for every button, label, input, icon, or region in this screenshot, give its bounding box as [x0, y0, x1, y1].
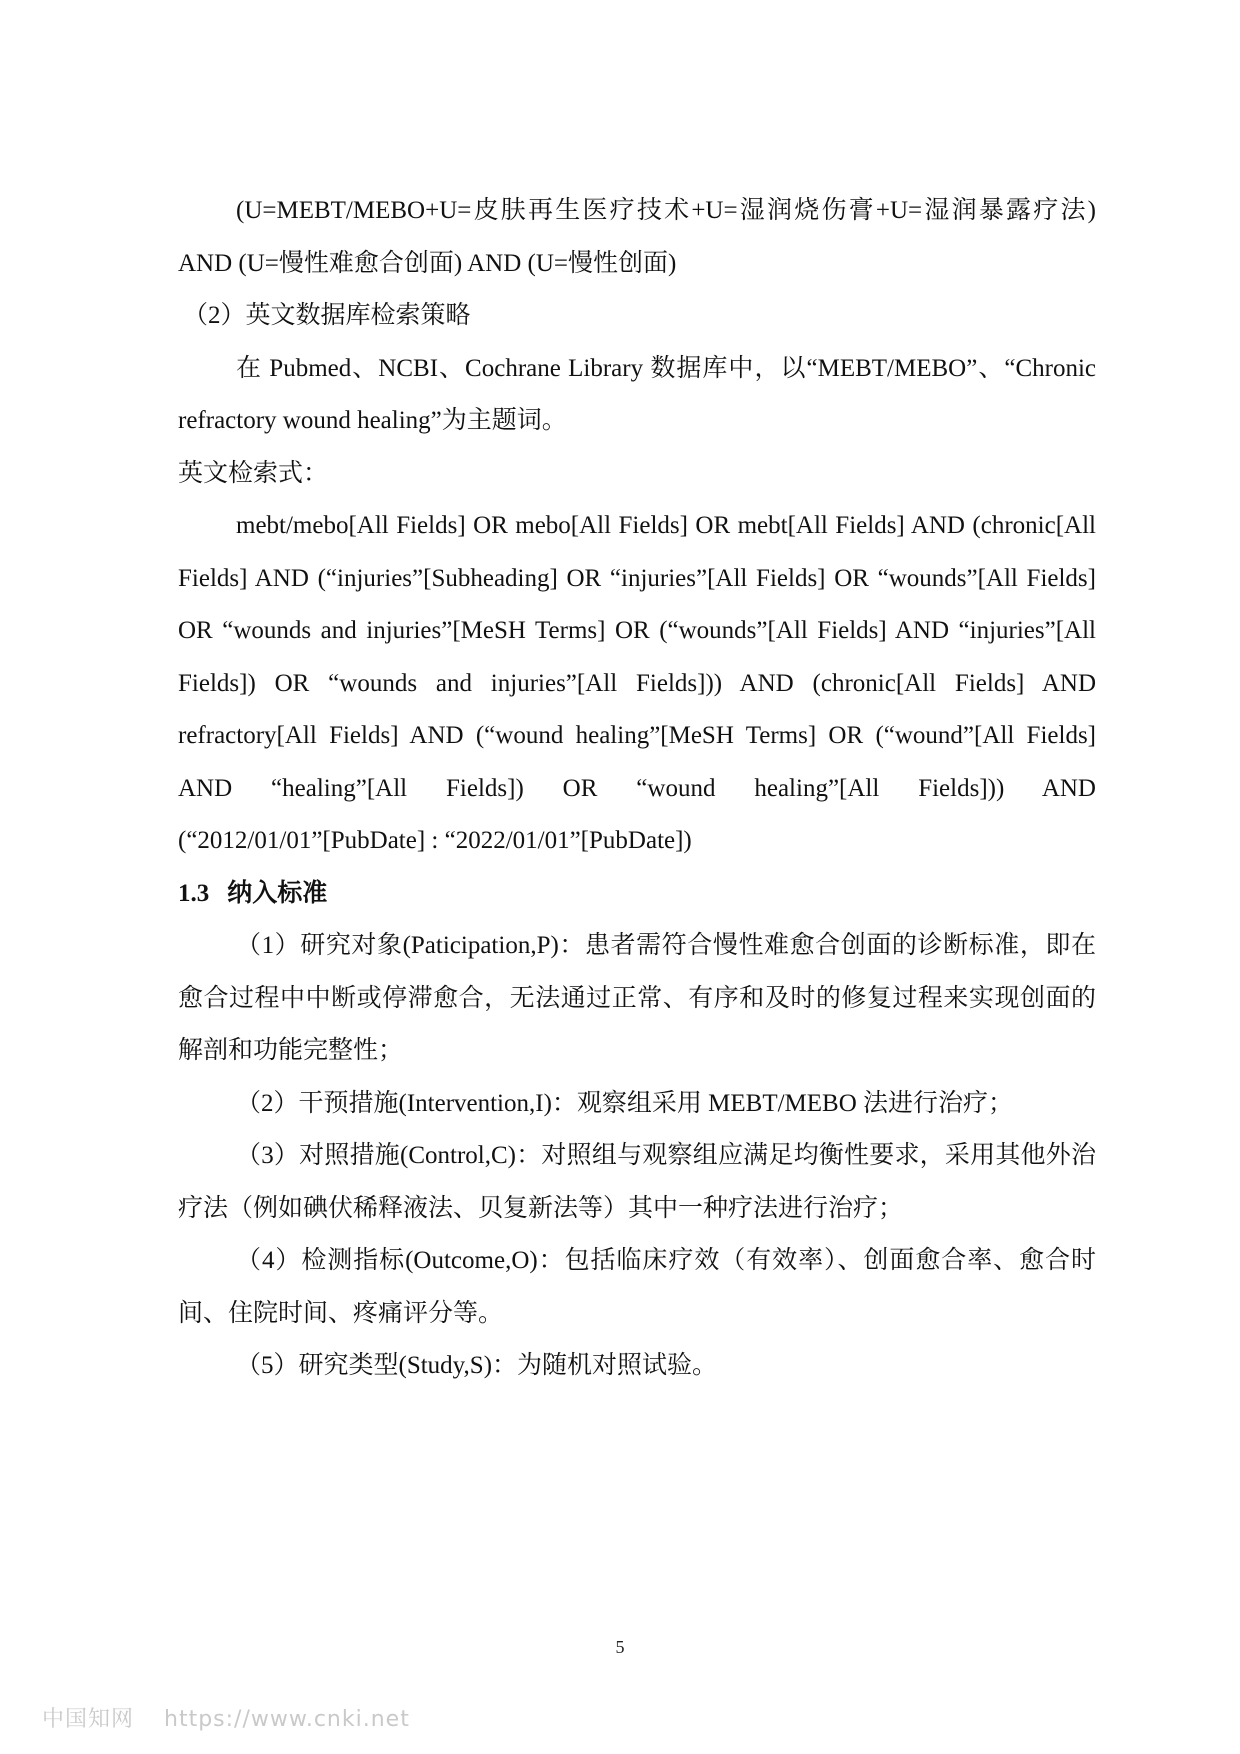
page-number: 5 [615, 1637, 625, 1657]
search-string-english: mebt/mebo[All Fields] OR mebo[All Fields] OR mebt[All Fields] AND (chronic[All Fields] AND (“injuries”[Subheading] OR “injuries”[All Fields] OR “wounds”[All Fields] OR “wounds and injuries”[MeSH Terms] OR (“wounds”[All Fields] AND “injuries”[All Fields]) OR “wounds and injuries”[All Fields])) AND (chronic[All Fields] AND refractory[All Fields] AND (“wound healing”[MeSH Terms] OR (“wound”[All Fields] AND “healing”[All Fields]) OR “wound healing”[All Fields])) AND (“2012/01/01”[PubDate] : “2022/01/01”[PubDate]) [178, 512, 1096, 854]
section-number: 1.3 [178, 879, 210, 907]
criterion-control: （3）对照措施(Control,C)：对照组与观察组应满足均衡性要求，采用其他外治疗法（例如碘伏稀释液法、贝复新法等）其中一种疗法进行治疗； [178, 1142, 1096, 1222]
search-string-chinese: (U=MEBT/MEBO+U=皮肤再生医疗技术+U=湿润烧伤膏+U=湿润暴露疗法) AND (U=慢性难愈合创面) AND (U=慢性创面) [178, 197, 1096, 277]
criterion-outcome: （4）检测指标(Outcome,O)：包括临床疗效（有效率）、创面愈合率、愈合时间、住院时间、疼痛评分等。 [178, 1247, 1096, 1327]
cnki-watermark [42, 1702, 410, 1733]
section-heading [178, 868, 1096, 921]
watermark-url: https://www.cnki.net [164, 1707, 410, 1732]
label-english-query: 英文检索式： [178, 459, 329, 487]
subheading-english-strategy: （2）英文数据库检索策略 [183, 302, 471, 329]
criterion-intervention: （2）干预措施(Intervention,I)：观察组采用 MEBT/MEBO 法进行治疗； [236, 1089, 1014, 1117]
criterion-study: （5）研究类型(Study,S)：为随机对照试验。 [236, 1352, 718, 1379]
criterion-participation: （1）研究对象(Paticipation,P)：患者需符合慢性难愈合创面的诊断标准，即在愈合过程中中断或停滞愈合，无法通过正常、有序和及时的修复过程来实现创面的解剖和功能完整性； [178, 932, 1096, 1064]
section-title: 纳入标准 [227, 879, 328, 907]
watermark-brand: 中国知网 [42, 1707, 135, 1732]
document-body [178, 185, 1096, 1393]
paragraph-english-databases: 在 Pubmed、NCBI、Cochrane Library 数据库中，以“MEBT/MEBO”、“Chronic refractory wound healing”为主题词。 [178, 354, 1096, 434]
